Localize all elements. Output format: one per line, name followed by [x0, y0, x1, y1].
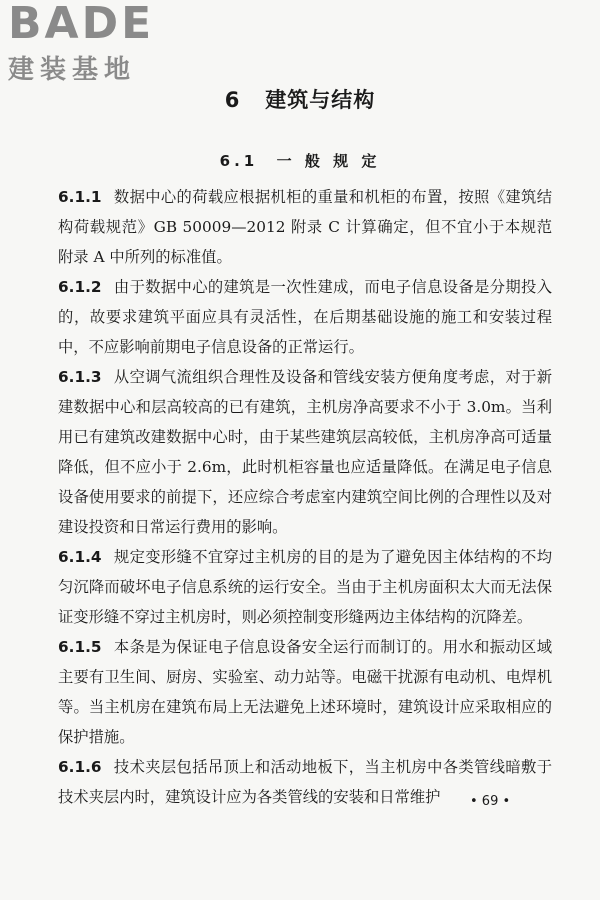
clause-6-1-2	[58, 272, 552, 362]
clause-6-1-1	[58, 182, 552, 272]
chapter-name: 建筑与结构	[265, 88, 376, 112]
clause-number: 6.1.3	[58, 368, 102, 386]
chapter-title	[0, 84, 600, 114]
clause-text: 本条是为保证电子信息设备安全运行而制订的。用水和振动区域主要有卫生间、厨房、实验室、动力站等。电磁干扰源有电动机、电焊机等。当主机房在建筑布局上无法避免上述环境时，建筑设计应采取相应的保护措施。	[58, 638, 552, 746]
clause-number: 6.1.2	[58, 278, 102, 296]
clause-number: 6.1.6	[58, 758, 102, 776]
logo-text: BADE	[8, 0, 155, 49]
clause-text: 规定变形缝不宜穿过主机房的目的是为了避免因主体结构的不均匀沉降而破坏电子信息系统的运行安全。当由于主机房面积太大而无法保证变形缝不穿过主机房时，则必须控制变形缝两边主体结构的沉降差。	[58, 548, 552, 626]
clause-text: 由于数据中心的建筑是一次性建成，而电子信息设备是分期投入的，故要求建筑平面应具有灵活性，在后期基础设施的施工和安装过程中，不应影响前期电子信息设备的正常运行。	[58, 278, 552, 356]
logo-subtitle: 建装基地	[8, 55, 137, 85]
clause-number: 6.1.1	[58, 188, 102, 206]
bade-logo	[8, 2, 154, 84]
clause-number: 6.1.4	[58, 548, 102, 566]
clause-6-1-3	[58, 362, 552, 542]
body-content	[58, 182, 552, 812]
clause-6-1-5	[58, 632, 552, 752]
clause-text: 数据中心的荷载应根据机柜的重量和机柜的布置，按照《建筑结构荷载规范》GB 50009—2012 附录 C 计算确定，但不宜小于本规范附录 A 中所列的标准值。	[58, 188, 552, 266]
clause-6-1-4	[58, 542, 552, 632]
clause-text: 技术夹层包括吊顶上和活动地板下，当主机房中各类管线暗敷于技术夹层内时，建筑设计应为各类管线的安装和日常维护	[58, 758, 552, 806]
page-number: • 69 •	[470, 794, 511, 809]
clause-text: 从空调气流组织合理性及设备和管线安装方便角度考虑，对于新建数据中心和层高较高的已有建筑，主机房净高要求不小于 3.0m。当利用已有建筑改建数据中心时，由于某些建筑层高较低，主机房净高可适量降低，但不应小于 2.6m，此时机柜容量也应适量降低。在满足电子信息设备使用要求的前提下，还应综合考虑室内建筑空间比例的合理性以及对建设投资和日常运行费用的影响。	[58, 368, 552, 536]
section-title	[0, 150, 600, 171]
clause-number: 6.1.5	[58, 638, 102, 656]
section-number: 6.1	[219, 152, 259, 170]
chapter-number: 6	[224, 88, 241, 112]
section-name: 一 般 规 定	[276, 152, 381, 170]
